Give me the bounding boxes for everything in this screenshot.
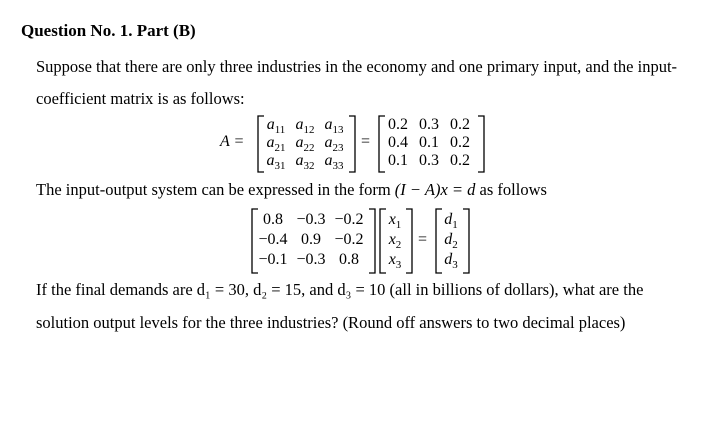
matrix-a-numeric-cell: 0.2 [450,152,470,169]
ia-matrix-cell: −0.3 [296,251,326,268]
matrix-a-numeric-cell: 0.3 [419,116,439,133]
io-text-before: The input-output system can be expressed in the form [36,180,395,199]
d-right-bracket [462,207,472,275]
x-vector-cell: $x_1$ [388,211,402,232]
matrix-a-symbolic-cell: $a_{33}$ [324,152,344,173]
x-right-bracket [405,207,415,275]
matrix-a-numeric-cell: 0.4 [388,134,408,151]
matrix-a-symbolic-cell: $a_{11}$ [266,116,286,137]
x-vector-cell: $x_2$ [388,231,402,252]
matrix-a-symbolic-cell: $a_{12}$ [295,116,315,137]
intro-line-1: Suppose that there are only three industries in the economy and one primary input, and the input- [36,57,678,76]
matrix-a-symbolic-cell: $a_{13}$ [324,116,344,137]
ia-matrix-cell: −0.2 [334,231,364,248]
matrix-a-symbolic-cell: $a_{22}$ [295,134,315,155]
ia-matrix-cell: −0.4 [258,231,288,248]
ia-matrix-cell: 0.8 [339,251,359,268]
final-demand-line-1: If the final demands are d₁ = 30, d₂ = 15, and d₃ = 10 (all in billions of dollars), what are the [36,280,644,299]
d-vector-cell: $d_1$ [444,211,458,232]
matrix-a-symbolic-cell: $a_{23}$ [324,134,344,155]
ia-matrix-cell: 0.9 [301,231,321,248]
ia-matrix-cell: 0.8 [263,211,283,228]
matrix-a-right-bracket [348,114,358,174]
equals-sign: = [361,133,371,150]
matrix-a-symbolic-cell: $a_{31}$ [266,152,286,173]
x-vector-cell: $x_3$ [388,251,402,272]
matrix-a-label: A = [220,133,245,150]
ia-matrix-cell: −0.1 [258,251,288,268]
final-demand-line-2: solution output levels for the three industries? (Round off answers to two decimal places) [36,313,626,332]
ia-matrix-cell: −0.2 [334,211,364,228]
matrix-a-numeric-cell: 0.2 [388,116,408,133]
matrix-a-numeric-cell: 0.1 [388,152,408,169]
d-vector-cell: $d_3$ [444,251,458,272]
matrix-a-symbolic-cell: $a_{21}$ [266,134,286,155]
matrix-a-numeric-cell: 0.1 [419,134,439,151]
io-text-line [36,180,547,200]
matrix-a-num-right-bracket [477,114,487,174]
matrix-a-numeric-cell: 0.2 [450,134,470,151]
io-equals-sign: = [418,231,428,248]
intro-line-2: coefficient matrix is as follows: [36,89,245,108]
question-title: Question No. 1. Part (B) [21,21,196,40]
d-vector-cell: $d_2$ [444,231,458,252]
matrix-a-numeric-cell: 0.2 [450,116,470,133]
io-formula: (I − A)x = d [394,180,476,199]
matrix-a-numeric-cell: 0.3 [419,152,439,169]
ia-matrix-cell: −0.3 [296,211,326,228]
matrix-a-symbolic-cell: $a_{32}$ [295,152,315,173]
io-text-after: as follows [475,180,547,199]
